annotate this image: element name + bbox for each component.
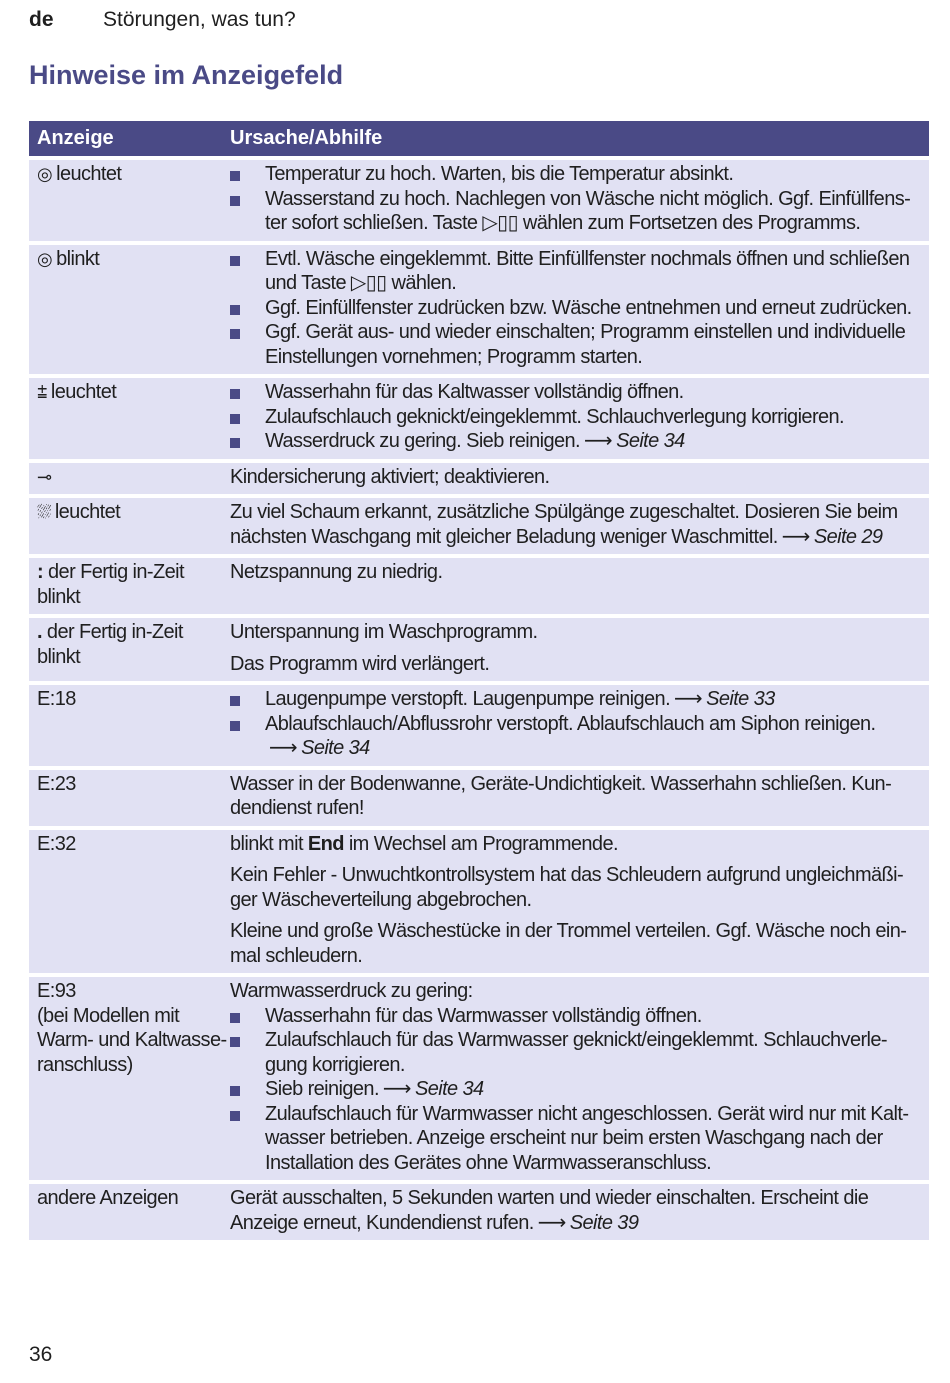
water-tap-icon: ⩲ [37, 382, 47, 402]
table-row [29, 770, 929, 826]
remedy-cell [230, 687, 929, 761]
display-cell: ◎ blinkt [37, 247, 100, 270]
table-row [29, 558, 929, 614]
table-row [29, 378, 929, 459]
display-notices-table [29, 121, 929, 1240]
table-row [29, 160, 929, 241]
table-row [29, 685, 929, 766]
remedy-cell: Kindersicherung aktiviert; deaktivieren. [230, 465, 550, 488]
list-item: Zulaufschlauch geknickt/eingeklemmt. Schlauchverlegung korrigieren. [230, 405, 923, 430]
remedy-cell [230, 380, 929, 454]
page-reference: Seite 39 [569, 1211, 639, 1234]
language-code: de [29, 8, 54, 31]
list-item: Wasserstand zu hoch. Nachlegen von Wäsche nicht möglich. Ggf. Einfüllfens-ter sofort schließen. Taste ▷▯▯ wählen zum Fortsetzen des Programms. [230, 187, 923, 236]
page-reference: Seite 34 [301, 737, 370, 759]
list-item: Sieb reinigen. ⟶ Seite 34 [230, 1077, 923, 1102]
table-row [29, 618, 929, 681]
display-cell: E:32 [37, 832, 76, 855]
list-item: Zulaufschlauch für Warmwasser nicht angeschlossen. Gerät wird nur mit Kalt-wasser betrieben. Anzeige erscheint nur beim ersten Waschgang nach der Installation des Gerätes ohne Warmwasseranschluss. [230, 1102, 923, 1176]
list-item: Wasserhahn für das Kaltwasser vollständig öffnen. [230, 380, 923, 405]
column-header-display: Anzeige [37, 127, 114, 149]
arrow-icon: ⟶ [537, 1211, 566, 1234]
page-number: 36 [29, 1343, 53, 1366]
table-row [29, 498, 929, 554]
list-item: Ggf. Gerät aus- und wieder einschalten; Programm einstellen und individuelle Einstellungen vornehmen; Programm starten. [230, 320, 923, 369]
page-title: Hinweise im Anzeigefeld [29, 60, 344, 90]
table-header [29, 121, 929, 156]
door-lock-icon: ◎ [37, 248, 53, 269]
arrow-icon: ⟶ [781, 525, 810, 548]
column-header-cause-remedy: Ursache/Abhilfe [230, 127, 383, 149]
list-item: Evtl. Wäsche eingeklemmt. Bitte Einfüllfenster nochmals öffnen und schließen und Taste ▷▯▯ wählen. [230, 247, 923, 296]
display-cell: E:23 [37, 772, 76, 795]
remedy-cell [230, 247, 929, 370]
remedy-cell: Warmwasserdruck zu gering: Wasserhahn für das Warmwasser vollständig öffnen. Zulaufschlauch für das Warmwasser geknickt/eingeklemmt. Schlauchverle-gung korrigieren. Sieb reinigen. ⟶ Seite 34 Zulaufschlauch für Warmwasser nicht angeschlossen. Gerät wird nur mit Kalt-wasser betrieben. Anzeige erscheint nur beim ersten Waschgang nach der Installation des Gerätes ohne Warmwasseranschluss. [230, 979, 929, 1175]
table-row [29, 830, 929, 974]
page-reference: Seite 33 [706, 688, 775, 710]
display-cell: andere Anzeigen [37, 1187, 179, 1209]
display-cell [29, 465, 230, 490]
arrow-icon: ⟶ [269, 737, 298, 759]
door-lock-icon: ◎ [37, 164, 53, 184]
arrow-icon: ⟶ [584, 430, 613, 452]
list-item: Temperatur zu hoch. Warten, bis die Temperatur absinkt. [230, 162, 923, 187]
section-title: Störungen, was tun? [103, 8, 296, 31]
remedy-cell: Unterspannung im Waschprogramm. Das Programm wird verlängert. [230, 621, 538, 675]
display-cell: E:93 (bei Modellen mit Warm- und Kaltwasse-ranschluss) [37, 980, 227, 1076]
display-cell: ⩲ leuchtet [37, 381, 117, 403]
table-row [29, 977, 929, 1180]
list-item: Ablaufschlauch/Abflussrohr verstopft. Ablaufschlauch am Siphon reinigen. ⟶ Seite 34 [230, 712, 923, 761]
list-item: Wasserdruck zu gering. Sieb reinigen. ⟶ Seite 34 [230, 429, 923, 454]
page-reference: Seite 34 [616, 430, 685, 452]
arrow-icon: ⟶ [382, 1078, 411, 1100]
end-display-text: End [307, 832, 344, 855]
child-lock-key-icon: ⊸ [37, 466, 52, 487]
remedy-cell: Wasser in der Bodenwanne, Geräte-Undichtigkeit. Wasserhahn schließen. Kun-dendienst rufen! [230, 772, 892, 819]
page-header [29, 8, 296, 32]
list-item: Zulaufschlauch für das Warmwasser geknickt/eingeklemmt. Schlauchverle-gung korrigieren. [230, 1028, 923, 1077]
list-item: Laugenpumpe verstopft. Laugenpumpe reinigen. ⟶ Seite 33 [230, 687, 923, 712]
display-cell: ⛆ leuchtet [37, 501, 121, 523]
remedy-cell: blinkt mit End im Wechsel am Programmende. Kein Fehler - Unwuchtkontrollsystem hat das Schleudern aufgrund ungleichmäßi-ger Wäscheverteilung abgebrochen. Kleine und große Wäschestücke in der Trommel verteilen. Ggf. Wäsche noch ein-mal schleudern. [230, 832, 907, 967]
remedy-cell: Gerät ausschalten, 5 Sekunden warten und wieder einschalten. Erscheint die Anzeige erneut, Kundendienst rufen. ⟶ Seite 39 [230, 1187, 869, 1234]
display-cell: : der Fertig in-Zeit blinkt [37, 561, 184, 608]
table-row [29, 463, 929, 495]
display-cell: ◎ leuchtet [37, 163, 122, 185]
arrow-icon: ⟶ [674, 688, 703, 710]
list-item: Ggf. Einfüllfenster zudrücken bzw. Wäsche entnehmen und erneut zudrücken. [230, 296, 923, 321]
page-reference: Seite 34 [414, 1078, 484, 1100]
remedy-cell: Netzspannung zu niedrig. [230, 561, 443, 583]
foam-icon: ⛆ [37, 502, 51, 522]
table-row [29, 1184, 929, 1240]
display-cell: . der Fertig in-Zeit blinkt [37, 621, 183, 668]
page-reference: Seite 29 [813, 525, 883, 548]
remedy-cell: Zu viel Schaum erkannt, zusätzliche Spülgänge zugeschaltet. Dosieren Sie beim nächsten Waschgang mit gleicher Beladung weniger Waschmittel. ⟶ Seite 29 [230, 501, 898, 548]
table-row [29, 245, 929, 375]
list-item: Wasserhahn für das Warmwasser vollständig öffnen. [230, 1004, 923, 1029]
remedy-cell [230, 162, 929, 236]
display-cell: E:18 [37, 688, 76, 710]
